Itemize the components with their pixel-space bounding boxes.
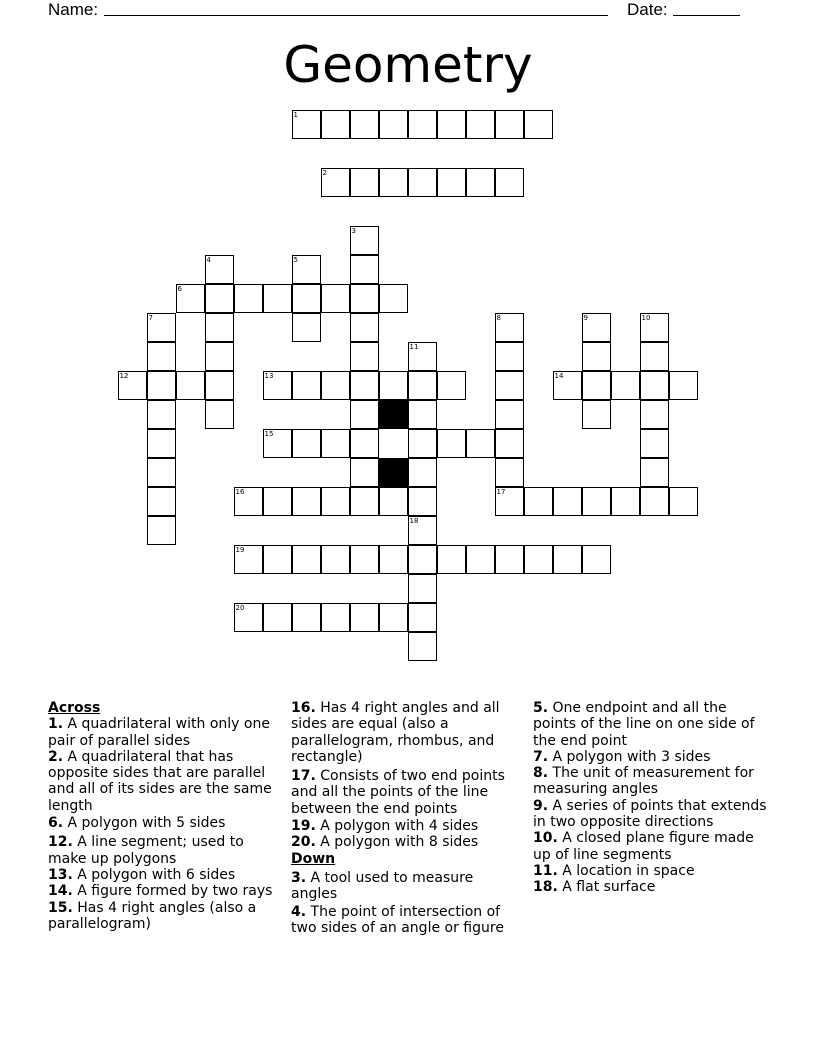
clues-column-1 [48, 700, 280, 932]
grid-cell[interactable] [292, 603, 321, 632]
clue-across-20 [291, 834, 523, 850]
grid-cell[interactable] [350, 458, 379, 487]
grid-cell[interactable] [437, 168, 466, 197]
grid-cell[interactable] [408, 371, 437, 400]
grid-cell[interactable] [408, 429, 437, 458]
grid-cell[interactable] [408, 545, 437, 574]
clue-text: A polygon with 3 sides [552, 748, 711, 765]
grid-cell[interactable] [466, 429, 495, 458]
grid-cell[interactable] [640, 342, 669, 371]
grid-cell[interactable] [379, 168, 408, 197]
clue-text: A closed plane figure made up of line segments [533, 830, 754, 863]
grid-cell[interactable] [495, 110, 524, 139]
down-heading: Down [291, 850, 336, 867]
grid-cell[interactable] [640, 429, 669, 458]
grid-cell[interactable] [176, 284, 205, 313]
clue-across-6 [48, 815, 280, 831]
grid-cell[interactable] [582, 342, 611, 371]
across-heading: Across [48, 700, 101, 716]
cell-number: 9 [583, 314, 588, 322]
cell-number: 10 [641, 314, 651, 322]
grid-cell[interactable] [379, 487, 408, 516]
grid-cell[interactable] [379, 545, 408, 574]
grid-cell[interactable] [350, 226, 379, 255]
grid-cell[interactable] [234, 284, 263, 313]
cell-number: 17 [496, 488, 506, 496]
clue-text: Has 4 right angles and all sides are equal (also a parallelogram, rhombus, and rectangle) [291, 700, 500, 765]
clue-text: A series of points that extends in two opposite directions [533, 797, 767, 831]
empty-space [379, 429, 408, 458]
clue-number: 14. [48, 883, 73, 900]
grid-cell[interactable] [669, 487, 698, 516]
grid-cell[interactable] [524, 545, 553, 574]
grid-cell[interactable] [495, 545, 524, 574]
clue-number: 1. [48, 716, 64, 733]
clues-column-2 [291, 700, 523, 936]
grid-cell[interactable] [408, 458, 437, 487]
grid-cell[interactable] [611, 487, 640, 516]
clue-across-19 [291, 818, 523, 834]
clue-text: A figure formed by two rays [77, 883, 273, 900]
grid-cell[interactable] [263, 284, 292, 313]
grid-cell[interactable] [205, 255, 234, 284]
clue-across-16 [291, 700, 523, 765]
clue-down-9 [533, 798, 773, 831]
grid-cell[interactable] [350, 284, 379, 313]
grid-cell[interactable] [553, 487, 582, 516]
clue-down-7 [533, 749, 773, 765]
grid-cell[interactable] [524, 110, 553, 139]
grid-cell[interactable] [350, 371, 379, 400]
clue-down-3 [291, 870, 523, 903]
clue-number: 10. [533, 830, 558, 847]
clue-number: 6. [48, 815, 64, 832]
clue-number: 5. [533, 700, 549, 716]
clue-text: A polygon with 5 sides [67, 815, 226, 832]
grid-cell[interactable] [176, 371, 205, 400]
grid-cell[interactable] [292, 371, 321, 400]
clue-number: 17. [291, 768, 316, 785]
cell-number: 15 [264, 430, 274, 438]
clue-down-10 [533, 830, 773, 863]
grid-cell[interactable] [524, 487, 553, 516]
grid-cell[interactable] [408, 574, 437, 603]
grid-cell[interactable] [321, 371, 350, 400]
clue-text: The unit of measurement for measuring angles [533, 765, 754, 798]
grid-cell[interactable] [147, 458, 176, 487]
clue-text: A polygon with 6 sides [77, 866, 236, 883]
grid-cell[interactable] [408, 516, 437, 545]
grid-cell[interactable] [408, 603, 437, 632]
grid-cell[interactable] [292, 284, 321, 313]
clue-across-1 [48, 716, 280, 749]
grid-cell[interactable] [321, 603, 350, 632]
cell-number: 8 [496, 314, 501, 322]
grid-cell[interactable] [147, 371, 176, 400]
clue-text: Has 4 right angles (also a parallelogram) [48, 899, 257, 932]
clue-across-15 [48, 900, 280, 933]
clue-across-14 [48, 883, 280, 899]
clue-number: 3. [291, 869, 307, 886]
grid-cell[interactable] [408, 110, 437, 139]
grid-cell[interactable] [437, 371, 466, 400]
clue-text: A quadrilateral with only one pair of parallel sides [48, 716, 270, 749]
grid-cell[interactable] [640, 371, 669, 400]
clue-text: One endpoint and all the points of the line on one side of the end point [533, 700, 755, 749]
black-square [379, 458, 408, 487]
clue-number: 15. [48, 899, 73, 916]
grid-cell[interactable] [437, 545, 466, 574]
name-label: Name: [48, 0, 99, 19]
grid-cell[interactable] [292, 487, 321, 516]
clue-down-4 [291, 904, 523, 937]
grid-cell[interactable] [292, 545, 321, 574]
grid-cell[interactable] [292, 110, 321, 139]
grid-cell[interactable] [379, 284, 408, 313]
cell-number: 7 [148, 314, 153, 322]
grid-cell[interactable] [234, 487, 263, 516]
clue-text: A polygon with 8 sides [320, 834, 479, 851]
grid-cell[interactable] [263, 603, 292, 632]
grid-cell[interactable] [379, 110, 408, 139]
grid-cell[interactable] [408, 168, 437, 197]
grid-cell[interactable] [205, 313, 234, 342]
cell-number: 20 [235, 604, 245, 612]
grid-cell[interactable] [321, 487, 350, 516]
grid-cell[interactable] [495, 342, 524, 371]
grid-cell[interactable] [466, 110, 495, 139]
grid-cell[interactable] [350, 603, 379, 632]
grid-cell[interactable] [640, 313, 669, 342]
grid-cell[interactable] [205, 284, 234, 313]
grid-cell[interactable] [350, 110, 379, 139]
grid-cell[interactable] [408, 342, 437, 371]
clue-number: 11. [533, 862, 558, 879]
grid-cell[interactable] [466, 545, 495, 574]
grid-cell[interactable] [147, 313, 176, 342]
grid-cell[interactable] [350, 429, 379, 458]
grid-cell[interactable] [292, 255, 321, 284]
grid-cell[interactable] [350, 255, 379, 284]
clue-down-5 [533, 700, 773, 749]
grid-cell[interactable] [495, 458, 524, 487]
grid-cell[interactable] [147, 342, 176, 371]
cell-number: 14 [554, 372, 564, 380]
grid-cell[interactable] [582, 371, 611, 400]
grid-cell[interactable] [321, 168, 350, 197]
grid-cell[interactable] [495, 487, 524, 516]
grid-cell[interactable] [292, 429, 321, 458]
grid-cell[interactable] [147, 487, 176, 516]
grid-cell[interactable] [495, 400, 524, 429]
grid-cell[interactable] [437, 429, 466, 458]
clue-text: The point of intersection of two sides of an angle or figure [291, 903, 504, 936]
grid-cell[interactable] [350, 168, 379, 197]
grid-cell[interactable] [379, 371, 408, 400]
grid-cell[interactable] [321, 545, 350, 574]
clue-down-8 [533, 765, 773, 798]
grid-cell[interactable] [553, 371, 582, 400]
cell-number: 16 [235, 488, 245, 496]
clue-across-17 [291, 768, 523, 817]
clue-down-18 [533, 879, 773, 895]
cell-number: 4 [206, 256, 211, 264]
clue-number: 20. [291, 834, 316, 851]
grid-cell[interactable] [408, 400, 437, 429]
clue-number: 2. [48, 748, 64, 765]
grid-cell[interactable] [263, 371, 292, 400]
grid-cell[interactable] [640, 487, 669, 516]
clue-text: A tool used to measure angles [291, 869, 474, 903]
cell-number: 12 [119, 372, 129, 380]
clue-text: A polygon with 4 sides [320, 818, 479, 835]
grid-cell[interactable] [263, 545, 292, 574]
cell-number: 3 [351, 227, 356, 235]
grid-cell[interactable] [582, 400, 611, 429]
grid-cell[interactable] [292, 313, 321, 342]
grid-cell[interactable] [582, 545, 611, 574]
clue-down-11 [533, 863, 773, 879]
grid-cell[interactable] [466, 168, 495, 197]
grid-cell[interactable] [495, 371, 524, 400]
clue-text: A quadrilateral that has opposite sides that are parallel and all of its sides are the same length [48, 748, 272, 814]
black-square [379, 400, 408, 429]
clue-across-12 [48, 834, 280, 867]
grid-cell[interactable] [495, 429, 524, 458]
grid-cell[interactable] [495, 168, 524, 197]
grid-cell[interactable] [437, 110, 466, 139]
grid-cell[interactable] [263, 487, 292, 516]
clue-text: A line segment; used to make up polygons [48, 834, 244, 867]
clue-text: Consists of two end points and all the points of the line between the end points [291, 768, 505, 817]
clue-number: 8. [533, 765, 549, 782]
clue-text: A flat surface [562, 879, 656, 896]
grid-cell[interactable] [234, 603, 263, 632]
grid-cell[interactable] [669, 371, 698, 400]
grid-cell[interactable] [263, 429, 292, 458]
cell-number: 5 [293, 256, 298, 264]
grid-cell[interactable] [553, 545, 582, 574]
grid-cell[interactable] [118, 371, 147, 400]
cell-number: 18 [409, 517, 419, 525]
grid-cell[interactable] [582, 313, 611, 342]
grid-cell[interactable] [408, 632, 437, 661]
clue-number: 19. [291, 818, 316, 835]
clue-number: 18. [533, 879, 558, 896]
grid-cell[interactable] [611, 371, 640, 400]
grid-cell[interactable] [495, 313, 524, 342]
clue-text: A location in space [562, 862, 695, 879]
grid-cell[interactable] [350, 313, 379, 342]
clue-number: 13. [48, 866, 73, 883]
date-label: Date: [627, 0, 668, 19]
clue-number: 9. [533, 797, 549, 814]
grid-cell[interactable] [350, 342, 379, 371]
grid-cell[interactable] [321, 284, 350, 313]
cell-number: 13 [264, 372, 274, 380]
cell-number: 19 [235, 546, 245, 554]
grid-cell[interactable] [640, 400, 669, 429]
grid-cell[interactable] [321, 110, 350, 139]
grid-cell[interactable] [234, 545, 263, 574]
clues-column-3 [533, 700, 773, 896]
cell-number: 2 [322, 169, 327, 177]
clue-across-2 [48, 749, 280, 814]
grid-cell[interactable] [147, 400, 176, 429]
clue-number: 7. [533, 748, 549, 765]
grid-cell[interactable] [408, 487, 437, 516]
clue-across-13 [48, 867, 280, 883]
grid-cell[interactable] [582, 487, 611, 516]
grid-cell[interactable] [205, 342, 234, 371]
grid-cell[interactable] [350, 487, 379, 516]
clue-number: 12. [48, 834, 73, 851]
clue-number: 16. [291, 700, 316, 716]
cell-number: 6 [177, 285, 182, 293]
cell-number: 1 [293, 111, 298, 119]
grid-cell[interactable] [147, 429, 176, 458]
grid-cell[interactable] [205, 371, 234, 400]
grid-cell[interactable] [147, 516, 176, 545]
grid-cell[interactable] [379, 603, 408, 632]
grid-cell[interactable] [321, 429, 350, 458]
clue-number: 4. [291, 903, 307, 920]
grid-cell[interactable] [640, 458, 669, 487]
grid-cell[interactable] [205, 400, 234, 429]
cell-number: 11 [409, 343, 419, 351]
page-title: Geometry [283, 36, 533, 94]
grid-cell[interactable] [350, 400, 379, 429]
grid-cell[interactable] [350, 545, 379, 574]
